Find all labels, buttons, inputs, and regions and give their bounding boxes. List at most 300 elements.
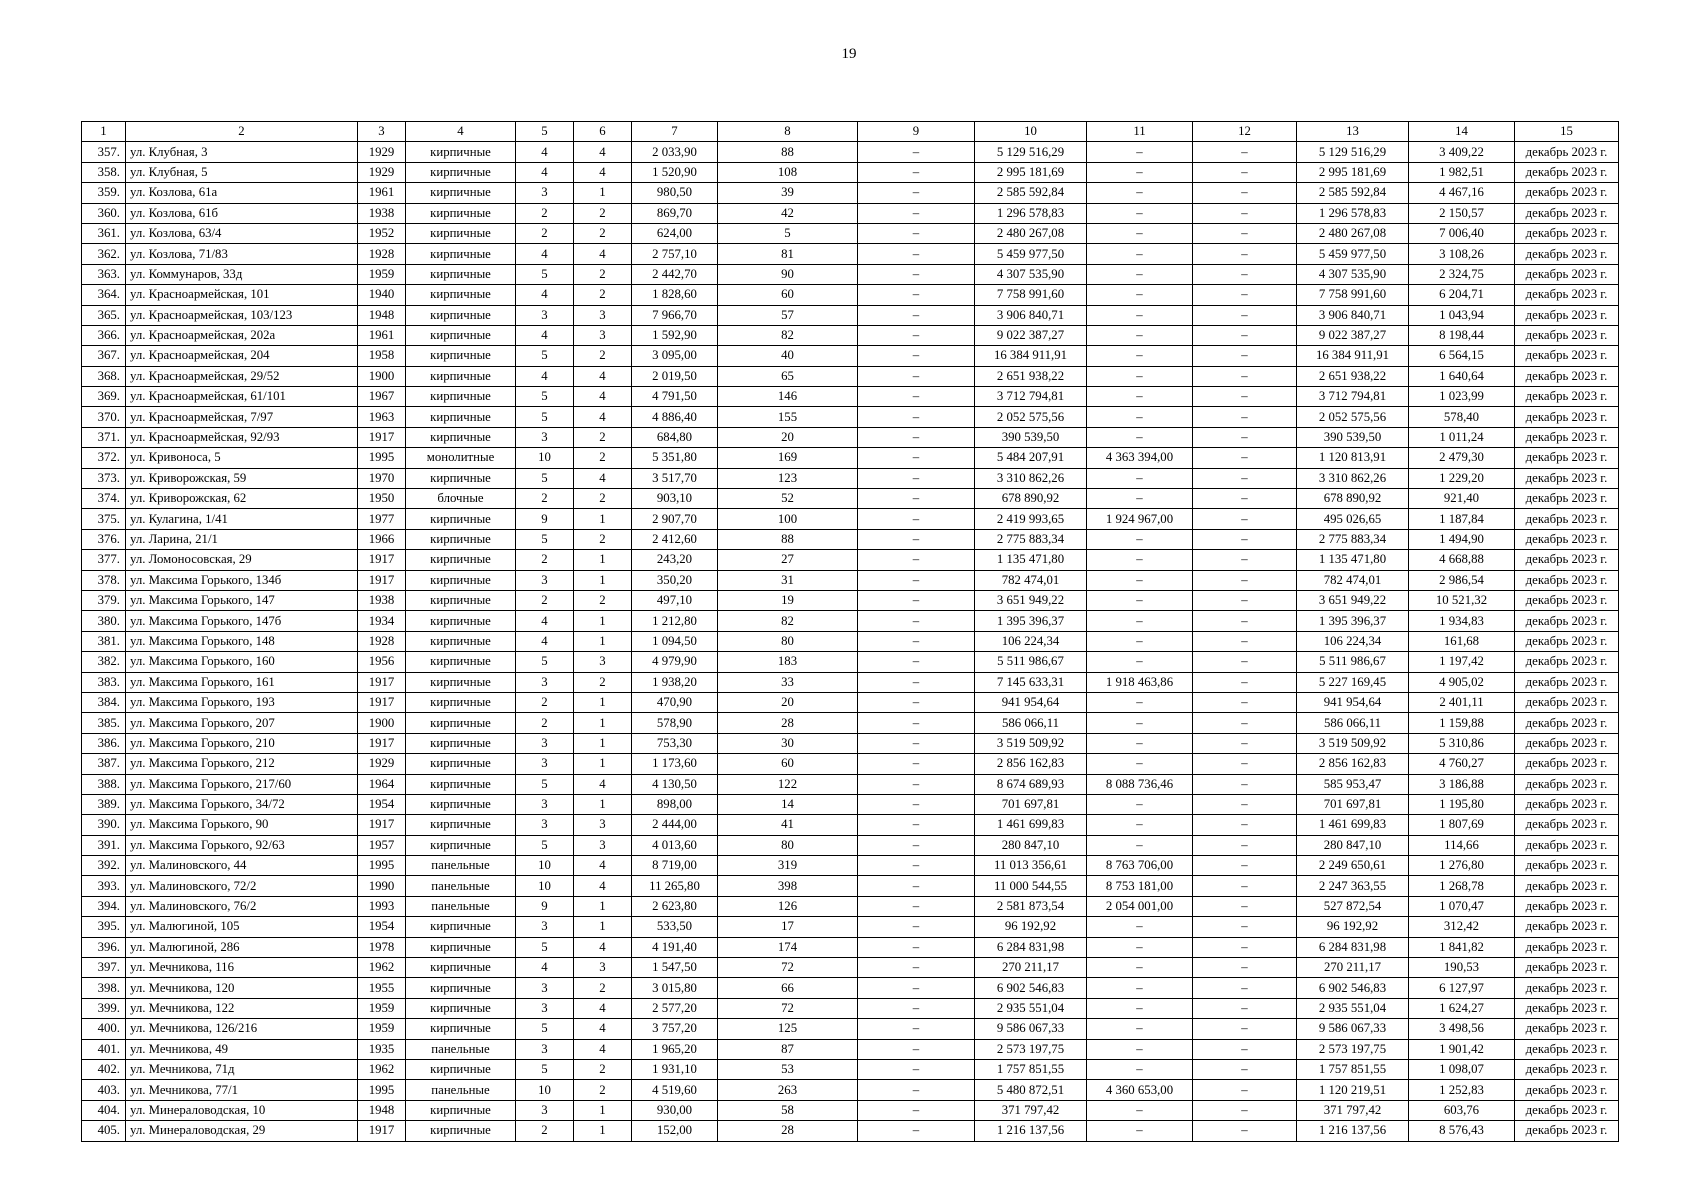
- col-11-value-cell: –: [1087, 142, 1193, 162]
- residents-cell: 80: [718, 835, 858, 855]
- deadline-cell: декабрь 2023 г.: [1515, 223, 1619, 243]
- deadline-cell: декабрь 2023 г.: [1515, 529, 1619, 549]
- address-cell: ул. Мечникова, 116: [126, 958, 358, 978]
- row-number-cell: 394.: [82, 896, 126, 916]
- floors-cell: 5: [516, 1019, 574, 1039]
- entrances-cell: 4: [574, 1039, 632, 1059]
- residents-cell: 90: [718, 264, 858, 284]
- area-cell: 578,90: [632, 713, 718, 733]
- deadline-cell: декабрь 2023 г.: [1515, 815, 1619, 835]
- col-9-value-cell: –: [858, 203, 975, 223]
- col-13-value-cell: 6 902 546,83: [1297, 978, 1409, 998]
- col-12-value-cell: –: [1193, 264, 1297, 284]
- wall-material-cell: кирпичные: [406, 590, 516, 610]
- address-cell: ул. Кривоноса, 5: [126, 448, 358, 468]
- deadline-cell: декабрь 2023 г.: [1515, 325, 1619, 345]
- total-cost-cell: 9 022 387,27: [975, 325, 1087, 345]
- entrances-cell: 4: [574, 366, 632, 386]
- entrances-cell: 4: [574, 387, 632, 407]
- col-14-value-cell: 1 070,47: [1409, 896, 1515, 916]
- area-cell: 684,80: [632, 427, 718, 447]
- col-14-value-cell: 1 901,42: [1409, 1039, 1515, 1059]
- col-9-value-cell: –: [858, 1121, 975, 1141]
- col-13-value-cell: 1 461 699,83: [1297, 815, 1409, 835]
- col-14-value-cell: 1 252,83: [1409, 1080, 1515, 1100]
- entrances-cell: 4: [574, 998, 632, 1018]
- deadline-cell: декабрь 2023 г.: [1515, 652, 1619, 672]
- col-14-value-cell: 2 401,11: [1409, 692, 1515, 712]
- entrances-cell: 4: [574, 937, 632, 957]
- col-12-value-cell: –: [1193, 856, 1297, 876]
- deadline-cell: декабрь 2023 г.: [1515, 489, 1619, 509]
- entrances-cell: 1: [574, 611, 632, 631]
- col-12-value-cell: –: [1193, 427, 1297, 447]
- year-built-cell: 1917: [358, 672, 406, 692]
- residents-cell: 60: [718, 285, 858, 305]
- col-14-value-cell: 1 624,27: [1409, 998, 1515, 1018]
- col-9-value-cell: –: [858, 407, 975, 427]
- wall-material-cell: кирпичные: [406, 713, 516, 733]
- residents-cell: 82: [718, 611, 858, 631]
- area-cell: 930,00: [632, 1100, 718, 1120]
- area-cell: 2 623,80: [632, 896, 718, 916]
- residents-cell: 72: [718, 958, 858, 978]
- wall-material-cell: кирпичные: [406, 1059, 516, 1079]
- table-row: [82, 896, 1619, 916]
- address-cell: ул. Максима Горького, 210: [126, 733, 358, 753]
- residents-cell: 66: [718, 978, 858, 998]
- col-11-value-cell: –: [1087, 590, 1193, 610]
- floors-cell: 5: [516, 1059, 574, 1079]
- row-number-cell: 380.: [82, 611, 126, 631]
- table-row: [82, 264, 1619, 284]
- col-13-value-cell: 3 712 794,81: [1297, 387, 1409, 407]
- deadline-cell: декабрь 2023 г.: [1515, 448, 1619, 468]
- floors-cell: 3: [516, 815, 574, 835]
- floors-cell: 4: [516, 162, 574, 182]
- total-cost-cell: 2 419 993,65: [975, 509, 1087, 529]
- total-cost-cell: 9 586 067,33: [975, 1019, 1087, 1039]
- row-number-cell: 369.: [82, 387, 126, 407]
- area-cell: 3 015,80: [632, 978, 718, 998]
- total-cost-cell: 7 145 633,31: [975, 672, 1087, 692]
- col-14-value-cell: 2 986,54: [1409, 570, 1515, 590]
- col-9-value-cell: –: [858, 1019, 975, 1039]
- table-row: [82, 1019, 1619, 1039]
- total-cost-cell: 5 459 977,50: [975, 244, 1087, 264]
- residents-cell: 19: [718, 590, 858, 610]
- col-9-value-cell: –: [858, 285, 975, 305]
- residents-cell: 87: [718, 1039, 858, 1059]
- total-cost-cell: 2 935 551,04: [975, 998, 1087, 1018]
- col-14-value-cell: 6 127,97: [1409, 978, 1515, 998]
- area-cell: 2 019,50: [632, 366, 718, 386]
- col-11-value-cell: –: [1087, 325, 1193, 345]
- wall-material-cell: кирпичные: [406, 611, 516, 631]
- total-cost-cell: 3 651 949,22: [975, 590, 1087, 610]
- col-12-value-cell: –: [1193, 1039, 1297, 1059]
- residents-cell: 14: [718, 794, 858, 814]
- area-cell: 4 130,50: [632, 774, 718, 794]
- row-number-cell: 363.: [82, 264, 126, 284]
- col-13-value-cell: 5 227 169,45: [1297, 672, 1409, 692]
- residents-cell: 88: [718, 142, 858, 162]
- row-number-cell: 374.: [82, 489, 126, 509]
- row-number-cell: 389.: [82, 794, 126, 814]
- col-11-value-cell: –: [1087, 244, 1193, 264]
- wall-material-cell: кирпичные: [406, 652, 516, 672]
- deadline-cell: декабрь 2023 г.: [1515, 1019, 1619, 1039]
- address-cell: ул. Красноармейская, 7/97: [126, 407, 358, 427]
- col-12-value-cell: –: [1193, 1100, 1297, 1120]
- floors-cell: 3: [516, 427, 574, 447]
- residents-cell: 319: [718, 856, 858, 876]
- col-14-value-cell: 1 268,78: [1409, 876, 1515, 896]
- col-9-value-cell: –: [858, 794, 975, 814]
- entrances-cell: 2: [574, 427, 632, 447]
- deadline-cell: декабрь 2023 г.: [1515, 346, 1619, 366]
- wall-material-cell: кирпичные: [406, 244, 516, 264]
- floors-cell: 5: [516, 652, 574, 672]
- residents-cell: 263: [718, 1080, 858, 1100]
- row-number-cell: 367.: [82, 346, 126, 366]
- col-14-value-cell: 603,76: [1409, 1100, 1515, 1120]
- year-built-cell: 1940: [358, 285, 406, 305]
- col-11-value-cell: –: [1087, 631, 1193, 651]
- column-number-5: 5: [516, 122, 574, 142]
- col-11-value-cell: 1 924 967,00: [1087, 509, 1193, 529]
- col-12-value-cell: –: [1193, 590, 1297, 610]
- total-cost-cell: 11 013 356,61: [975, 856, 1087, 876]
- row-number-cell: 373.: [82, 468, 126, 488]
- col-14-value-cell: 3 498,56: [1409, 1019, 1515, 1039]
- row-number-cell: 359.: [82, 183, 126, 203]
- year-built-cell: 1952: [358, 223, 406, 243]
- floors-cell: 2: [516, 203, 574, 223]
- col-13-value-cell: 106 224,34: [1297, 631, 1409, 651]
- wall-material-cell: кирпичные: [406, 264, 516, 284]
- row-number-cell: 388.: [82, 774, 126, 794]
- wall-material-cell: кирпичные: [406, 162, 516, 182]
- table-row: [82, 346, 1619, 366]
- year-built-cell: 1995: [358, 856, 406, 876]
- col-13-value-cell: 2 247 363,55: [1297, 876, 1409, 896]
- floors-cell: 3: [516, 1100, 574, 1120]
- wall-material-cell: кирпичные: [406, 142, 516, 162]
- entrances-cell: 1: [574, 896, 632, 916]
- total-cost-cell: 4 307 535,90: [975, 264, 1087, 284]
- entrances-cell: 1: [574, 1121, 632, 1141]
- total-cost-cell: 2 585 592,84: [975, 183, 1087, 203]
- col-11-value-cell: –: [1087, 835, 1193, 855]
- area-cell: 2 033,90: [632, 142, 718, 162]
- address-cell: ул. Клубная, 3: [126, 142, 358, 162]
- col-13-value-cell: 1 395 396,37: [1297, 611, 1409, 631]
- deadline-cell: декабрь 2023 г.: [1515, 713, 1619, 733]
- row-number-cell: 372.: [82, 448, 126, 468]
- col-13-value-cell: 280 847,10: [1297, 835, 1409, 855]
- col-14-value-cell: 1 934,83: [1409, 611, 1515, 631]
- col-11-value-cell: 4 360 653,00: [1087, 1080, 1193, 1100]
- row-number-cell: 393.: [82, 876, 126, 896]
- year-built-cell: 1929: [358, 162, 406, 182]
- col-14-value-cell: 4 467,16: [1409, 183, 1515, 203]
- col-14-value-cell: 578,40: [1409, 407, 1515, 427]
- col-11-value-cell: –: [1087, 958, 1193, 978]
- entrances-cell: 1: [574, 794, 632, 814]
- table-row: [82, 489, 1619, 509]
- col-12-value-cell: –: [1193, 550, 1297, 570]
- entrances-cell: 3: [574, 305, 632, 325]
- deadline-cell: декабрь 2023 г.: [1515, 305, 1619, 325]
- wall-material-cell: кирпичные: [406, 672, 516, 692]
- area-cell: 903,10: [632, 489, 718, 509]
- wall-material-cell: кирпичные: [406, 1100, 516, 1120]
- deadline-cell: декабрь 2023 г.: [1515, 631, 1619, 651]
- col-9-value-cell: –: [858, 692, 975, 712]
- address-cell: ул. Криворожская, 59: [126, 468, 358, 488]
- entrances-cell: 1: [574, 570, 632, 590]
- residents-cell: 41: [718, 815, 858, 835]
- col-13-value-cell: 6 284 831,98: [1297, 937, 1409, 957]
- year-built-cell: 1929: [358, 142, 406, 162]
- residents-cell: 72: [718, 998, 858, 1018]
- row-number-cell: 390.: [82, 815, 126, 835]
- residents-cell: 123: [718, 468, 858, 488]
- residents-cell: 174: [718, 937, 858, 957]
- floors-cell: 10: [516, 448, 574, 468]
- entrances-cell: 2: [574, 264, 632, 284]
- entrances-cell: 4: [574, 162, 632, 182]
- entrances-cell: 1: [574, 713, 632, 733]
- col-13-value-cell: 782 474,01: [1297, 570, 1409, 590]
- row-number-cell: 403.: [82, 1080, 126, 1100]
- col-11-value-cell: –: [1087, 713, 1193, 733]
- table-row: [82, 631, 1619, 651]
- col-14-value-cell: 1 159,88: [1409, 713, 1515, 733]
- deadline-cell: декабрь 2023 г.: [1515, 856, 1619, 876]
- year-built-cell: 1935: [358, 1039, 406, 1059]
- col-12-value-cell: –: [1193, 346, 1297, 366]
- total-cost-cell: 1 461 699,83: [975, 815, 1087, 835]
- column-number-3: 3: [358, 122, 406, 142]
- entrances-cell: 2: [574, 285, 632, 305]
- wall-material-cell: кирпичные: [406, 774, 516, 794]
- residents-cell: 33: [718, 672, 858, 692]
- wall-material-cell: панельные: [406, 1080, 516, 1100]
- col-12-value-cell: –: [1193, 835, 1297, 855]
- entrances-cell: 4: [574, 1019, 632, 1039]
- row-number-cell: 396.: [82, 937, 126, 957]
- residents-cell: 31: [718, 570, 858, 590]
- wall-material-cell: кирпичные: [406, 427, 516, 447]
- floors-cell: 5: [516, 937, 574, 957]
- entrances-cell: 2: [574, 529, 632, 549]
- deadline-cell: декабрь 2023 г.: [1515, 427, 1619, 447]
- entrances-cell: 1: [574, 917, 632, 937]
- wall-material-cell: кирпичные: [406, 325, 516, 345]
- col-9-value-cell: –: [858, 917, 975, 937]
- entrances-cell: 2: [574, 203, 632, 223]
- col-9-value-cell: –: [858, 1059, 975, 1079]
- residents-cell: 146: [718, 387, 858, 407]
- year-built-cell: 1955: [358, 978, 406, 998]
- col-14-value-cell: 1 494,90: [1409, 529, 1515, 549]
- col-9-value-cell: –: [858, 937, 975, 957]
- address-cell: ул. Ларина, 21/1: [126, 529, 358, 549]
- year-built-cell: 1995: [358, 448, 406, 468]
- col-14-value-cell: 5 310,86: [1409, 733, 1515, 753]
- col-11-value-cell: 8 763 706,00: [1087, 856, 1193, 876]
- address-cell: ул. Максима Горького, 160: [126, 652, 358, 672]
- area-cell: 3 757,20: [632, 1019, 718, 1039]
- total-cost-cell: 3 519 509,92: [975, 733, 1087, 753]
- col-12-value-cell: –: [1193, 285, 1297, 305]
- row-number-cell: 377.: [82, 550, 126, 570]
- total-cost-cell: 5 484 207,91: [975, 448, 1087, 468]
- col-12-value-cell: –: [1193, 611, 1297, 631]
- year-built-cell: 1917: [358, 733, 406, 753]
- col-14-value-cell: 3 409,22: [1409, 142, 1515, 162]
- col-9-value-cell: –: [858, 387, 975, 407]
- floors-cell: 5: [516, 529, 574, 549]
- col-14-value-cell: 10 521,32: [1409, 590, 1515, 610]
- area-cell: 3 095,00: [632, 346, 718, 366]
- col-14-value-cell: 8 576,43: [1409, 1121, 1515, 1141]
- address-cell: ул. Максима Горького, 92/63: [126, 835, 358, 855]
- total-cost-cell: 6 902 546,83: [975, 978, 1087, 998]
- column-number-2: 2: [126, 122, 358, 142]
- table-row: [82, 509, 1619, 529]
- area-cell: 1 965,20: [632, 1039, 718, 1059]
- wall-material-cell: кирпичные: [406, 794, 516, 814]
- col-9-value-cell: –: [858, 998, 975, 1018]
- floors-cell: 2: [516, 692, 574, 712]
- col-11-value-cell: –: [1087, 162, 1193, 182]
- entrances-cell: 2: [574, 223, 632, 243]
- year-built-cell: 1900: [358, 366, 406, 386]
- col-14-value-cell: 1 011,24: [1409, 427, 1515, 447]
- area-cell: 1 520,90: [632, 162, 718, 182]
- address-cell: ул. Максима Горького, 134б: [126, 570, 358, 590]
- col-12-value-cell: –: [1193, 407, 1297, 427]
- residents-cell: 39: [718, 183, 858, 203]
- table-row: [82, 325, 1619, 345]
- col-14-value-cell: 1 807,69: [1409, 815, 1515, 835]
- table-row: [82, 1080, 1619, 1100]
- total-cost-cell: 5 511 986,67: [975, 652, 1087, 672]
- area-cell: 624,00: [632, 223, 718, 243]
- col-11-value-cell: –: [1087, 468, 1193, 488]
- floors-cell: 3: [516, 1039, 574, 1059]
- col-14-value-cell: 1 640,64: [1409, 366, 1515, 386]
- col-13-value-cell: 1 135 471,80: [1297, 550, 1409, 570]
- total-cost-cell: 2 581 873,54: [975, 896, 1087, 916]
- area-cell: 1 212,80: [632, 611, 718, 631]
- column-number-9: 9: [858, 122, 975, 142]
- col-12-value-cell: –: [1193, 366, 1297, 386]
- column-number-15: 15: [1515, 122, 1619, 142]
- residents-cell: 58: [718, 1100, 858, 1120]
- total-cost-cell: 11 000 544,55: [975, 876, 1087, 896]
- deadline-cell: декабрь 2023 г.: [1515, 468, 1619, 488]
- wall-material-cell: кирпичные: [406, 917, 516, 937]
- address-cell: ул. Красноармейская, 103/123: [126, 305, 358, 325]
- wall-material-cell: блочные: [406, 489, 516, 509]
- residents-cell: 40: [718, 346, 858, 366]
- wall-material-cell: кирпичные: [406, 407, 516, 427]
- row-number-cell: 357.: [82, 142, 126, 162]
- col-13-value-cell: 16 384 911,91: [1297, 346, 1409, 366]
- residents-cell: 65: [718, 366, 858, 386]
- col-14-value-cell: 8 198,44: [1409, 325, 1515, 345]
- col-13-value-cell: 3 651 949,22: [1297, 590, 1409, 610]
- deadline-cell: декабрь 2023 г.: [1515, 733, 1619, 753]
- col-11-value-cell: 8 753 181,00: [1087, 876, 1193, 896]
- total-cost-cell: 1 296 578,83: [975, 203, 1087, 223]
- wall-material-cell: кирпичные: [406, 183, 516, 203]
- floors-cell: 3: [516, 733, 574, 753]
- area-cell: 243,20: [632, 550, 718, 570]
- col-9-value-cell: –: [858, 856, 975, 876]
- col-9-value-cell: –: [858, 264, 975, 284]
- wall-material-cell: панельные: [406, 876, 516, 896]
- col-13-value-cell: 941 954,64: [1297, 692, 1409, 712]
- col-14-value-cell: 312,42: [1409, 917, 1515, 937]
- col-9-value-cell: –: [858, 1039, 975, 1059]
- col-11-value-cell: –: [1087, 1059, 1193, 1079]
- col-11-value-cell: –: [1087, 223, 1193, 243]
- area-cell: 869,70: [632, 203, 718, 223]
- address-cell: ул. Мечникова, 71д: [126, 1059, 358, 1079]
- wall-material-cell: кирпичные: [406, 550, 516, 570]
- col-9-value-cell: –: [858, 958, 975, 978]
- table-row: [82, 958, 1619, 978]
- col-11-value-cell: –: [1087, 203, 1193, 223]
- year-built-cell: 1959: [358, 998, 406, 1018]
- address-cell: ул. Мечникова, 77/1: [126, 1080, 358, 1100]
- year-built-cell: 1948: [358, 305, 406, 325]
- col-13-value-cell: 390 539,50: [1297, 427, 1409, 447]
- table-row: [82, 713, 1619, 733]
- residents-cell: 5: [718, 223, 858, 243]
- entrances-cell: 2: [574, 590, 632, 610]
- col-11-value-cell: –: [1087, 794, 1193, 814]
- total-cost-cell: 2 573 197,75: [975, 1039, 1087, 1059]
- floors-cell: 5: [516, 468, 574, 488]
- year-built-cell: 1928: [358, 244, 406, 264]
- total-cost-cell: 5 129 516,29: [975, 142, 1087, 162]
- address-cell: ул. Красноармейская, 204: [126, 346, 358, 366]
- year-built-cell: 1948: [358, 1100, 406, 1120]
- col-13-value-cell: 2 585 592,84: [1297, 183, 1409, 203]
- col-9-value-cell: –: [858, 754, 975, 774]
- wall-material-cell: монолитные: [406, 448, 516, 468]
- deadline-cell: декабрь 2023 г.: [1515, 366, 1619, 386]
- residents-cell: 100: [718, 509, 858, 529]
- year-built-cell: 1959: [358, 264, 406, 284]
- entrances-cell: 3: [574, 325, 632, 345]
- row-number-cell: 362.: [82, 244, 126, 264]
- area-cell: 4 791,50: [632, 387, 718, 407]
- floors-cell: 4: [516, 631, 574, 651]
- entrances-cell: 2: [574, 1080, 632, 1100]
- total-cost-cell: 7 758 991,60: [975, 285, 1087, 305]
- address-cell: ул. Максима Горького, 217/60: [126, 774, 358, 794]
- col-11-value-cell: 4 363 394,00: [1087, 448, 1193, 468]
- table-row: [82, 305, 1619, 325]
- col-13-value-cell: 3 519 509,92: [1297, 733, 1409, 753]
